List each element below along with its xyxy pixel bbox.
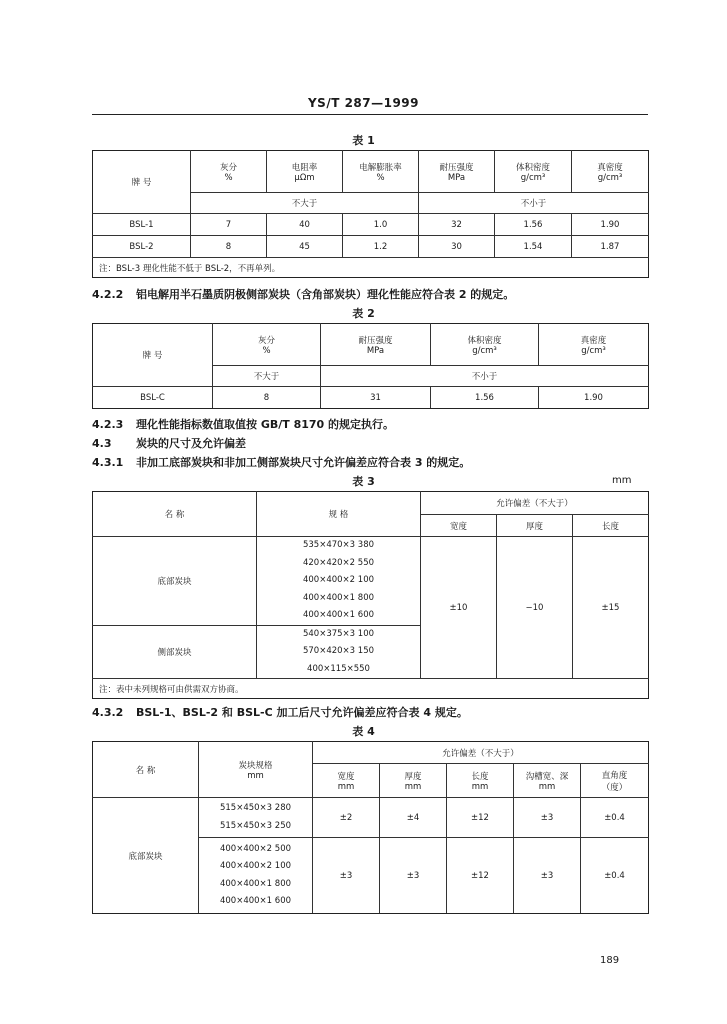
table1-limit-max: 不大于: [191, 193, 419, 214]
table4-name-header: 名 称: [93, 742, 199, 798]
table-cell: 7: [191, 214, 267, 236]
para-4-3: [92, 435, 246, 451]
table3: [92, 491, 649, 699]
clause-text: 炭块的尺寸及允许偏差: [136, 437, 246, 450]
table-cell: 8: [191, 236, 267, 258]
table-row: [93, 214, 649, 236]
table-cell: ±3: [380, 838, 447, 914]
page-number: 189: [600, 955, 620, 966]
clause-number: 4.2.2: [92, 288, 124, 301]
table4-tol-col: 厚度: [404, 771, 422, 782]
table-cell: ±10: [421, 537, 497, 679]
table4-name: 底部炭块: [93, 798, 199, 914]
spec-item: 515×450×3 280: [219, 803, 292, 813]
table4-group1-specs: [199, 798, 313, 838]
para-4-2-3: [92, 416, 394, 432]
table4-tol-unit: mm: [471, 781, 489, 792]
spec-item: 400×400×1 800: [219, 878, 292, 889]
clause-text: 非加工底部炭块和非加工侧部炭块尺寸允许偏差应符合表 3 的规定。: [136, 456, 471, 469]
table1-col-unit: %: [376, 172, 385, 183]
table2-col-unit: g/cm³: [581, 345, 606, 356]
table-cell: −10: [497, 537, 573, 679]
table-cell: 32: [419, 214, 495, 236]
table-cell: 40: [267, 214, 343, 236]
spec-item: 570×420×3 150: [302, 646, 375, 656]
para-4-2-2: [92, 286, 514, 302]
table-cell: 30: [419, 236, 495, 258]
table4-caption: 表 4: [352, 725, 375, 738]
table4-tol-unit: （度）: [601, 782, 628, 793]
table1-col-unit: %: [224, 172, 233, 183]
table3-caption: 表 3: [352, 475, 375, 488]
clause-text: 铝电解用半石墨质阴极侧部炭块（含角部炭块）理化性能应符合表 2 的规定。: [136, 288, 515, 301]
para-4-3-1: [92, 454, 470, 470]
table4-spec-header: 炭块规格: [238, 760, 273, 771]
clause-number: 4.3.2: [92, 706, 124, 719]
spec-item: 400×400×2 500: [219, 843, 292, 854]
table3-bottom-specs: [257, 537, 421, 626]
spec-item: 400×400×2 100: [302, 575, 375, 585]
table3-tol-col: 宽度: [421, 515, 497, 537]
table-cell: 1.0: [343, 214, 419, 236]
table2: [92, 323, 649, 409]
table1-col-name: 电解膨胀率: [359, 162, 402, 173]
table-cell: 1.90: [572, 214, 649, 236]
table1-col-unit: μΩm: [294, 172, 315, 183]
table4-tol-unit: mm: [404, 781, 422, 792]
clause-number: 4.3.1: [92, 456, 124, 469]
table1-col-unit: g/cm³: [520, 172, 546, 183]
table1-col-name: 灰分: [219, 162, 237, 173]
table1: [92, 150, 649, 278]
table3-unit: mm: [612, 475, 632, 486]
table3-name-header: 名 称: [93, 492, 257, 537]
spec-item: 400×400×1 800: [302, 592, 375, 603]
spec-item: 535×470×3 380: [302, 540, 375, 550]
table-cell: ±15: [573, 537, 649, 679]
table-cell: 1.87: [572, 236, 649, 258]
table2-brand: BSL-C: [93, 387, 213, 409]
para-4-3-2: [92, 704, 468, 720]
table1-brand: BSL-2: [93, 236, 191, 258]
table1-col-name: 真密度: [597, 162, 623, 173]
clause-number: 4.3: [92, 437, 112, 450]
table3-tol-header: 允许偏差（不大于）: [421, 492, 649, 515]
table-cell: 8: [213, 387, 321, 409]
table1-brand: BSL-1: [93, 214, 191, 236]
spec-item: 400×400×1 600: [302, 610, 375, 620]
table3-side-name: 侧部炭块: [93, 625, 257, 679]
table-cell: ±12: [447, 838, 514, 914]
spec-item: 515×450×3 250: [219, 820, 292, 831]
standard-header: YS/T 287—1999: [307, 96, 420, 110]
table4-tol-unit: mm: [337, 781, 355, 792]
table-cell: ±3: [514, 838, 581, 914]
table3-bottom-name: 底部炭块: [93, 537, 257, 626]
table2-caption: 表 2: [352, 307, 375, 320]
table-cell: ±0.4: [581, 838, 649, 914]
table2-col-unit: MPa: [366, 345, 385, 356]
table1-note: 注：BSL-3 理化性能不低于 BSL-2，不再单列。: [93, 258, 649, 278]
table-cell: ±0.4: [581, 798, 649, 838]
table-row: [93, 236, 649, 258]
table-cell: 45: [267, 236, 343, 258]
table1-col-unit: MPa: [447, 172, 466, 183]
table4: [92, 741, 649, 914]
table2-col-unit: g/cm³: [472, 345, 497, 356]
spec-item: 400×400×2 100: [219, 861, 292, 871]
table-cell: ±4: [380, 798, 447, 838]
table4-tol-col: 直角度: [601, 770, 628, 781]
table4-tol-col: 宽度: [337, 771, 355, 782]
table-cell: 1.90: [539, 387, 649, 409]
table1-col-unit: g/cm³: [597, 172, 623, 183]
table1-brand-header: 牌 号: [93, 151, 191, 214]
table-cell: ±3: [514, 798, 581, 838]
table-cell: ±2: [313, 798, 380, 838]
header-rule: [92, 114, 648, 115]
table4-tol-col: 沟槽宽、深: [525, 771, 569, 782]
table4-tol-unit: mm: [538, 781, 556, 792]
table2-col-name: 真密度: [580, 335, 607, 346]
table-cell: 1.56: [431, 387, 539, 409]
table1-col-name: 体积密度: [515, 162, 550, 173]
table4-spec-unit: mm: [247, 770, 264, 781]
table1-caption: 表 1: [352, 134, 375, 147]
table3-side-specs: [257, 625, 421, 679]
table3-tol-col: 厚度: [497, 515, 573, 537]
table1-limit-min: 不小于: [419, 193, 649, 214]
table2-col-unit: %: [262, 345, 271, 356]
table2-col-name: 体积密度: [467, 335, 502, 346]
table3-tol-col: 长度: [573, 515, 649, 537]
table4-tol-header: 允许偏差（不大于）: [313, 742, 649, 764]
table-cell: ±3: [313, 838, 380, 914]
table2-limit-max: 不大于: [213, 366, 321, 387]
spec-item: 400×115×550: [307, 663, 370, 674]
clause-number: 4.2.3: [92, 418, 124, 431]
table-cell: 1.54: [495, 236, 572, 258]
table-cell: 31: [321, 387, 431, 409]
table1-col-name: 电阻率: [291, 162, 318, 173]
spec-item: 400×400×1 600: [219, 896, 292, 906]
table4-group2-specs: [199, 838, 313, 914]
table4-tol-col: 长度: [471, 771, 489, 782]
table-cell: ±12: [447, 798, 514, 838]
clause-text: BSL-1、BSL-2 和 BSL-C 加工后尺寸允许偏差应符合表 4 规定。: [136, 706, 468, 719]
table-cell: 1.56: [495, 214, 572, 236]
table2-limit-min: 不小于: [321, 366, 649, 387]
table3-spec-header: 规 格: [257, 492, 421, 537]
table1-col-name: 耐压强度: [439, 162, 474, 173]
table3-note: 注：表中未列规格可由供需双方协商。: [93, 679, 649, 699]
spec-item: 420×420×2 550: [302, 557, 375, 568]
table2-col-name: 耐压强度: [358, 335, 393, 346]
table-cell: 1.2: [343, 236, 419, 258]
table-row: [93, 387, 649, 409]
table2-brand-header: 牌 号: [93, 324, 213, 387]
spec-item: 540×375×3 100: [302, 628, 375, 639]
table-row: [93, 798, 649, 838]
clause-text: 理化性能指标数值取值按 GB/T 8170 的规定执行。: [136, 418, 395, 431]
table2-col-name: 灰分: [257, 335, 275, 346]
